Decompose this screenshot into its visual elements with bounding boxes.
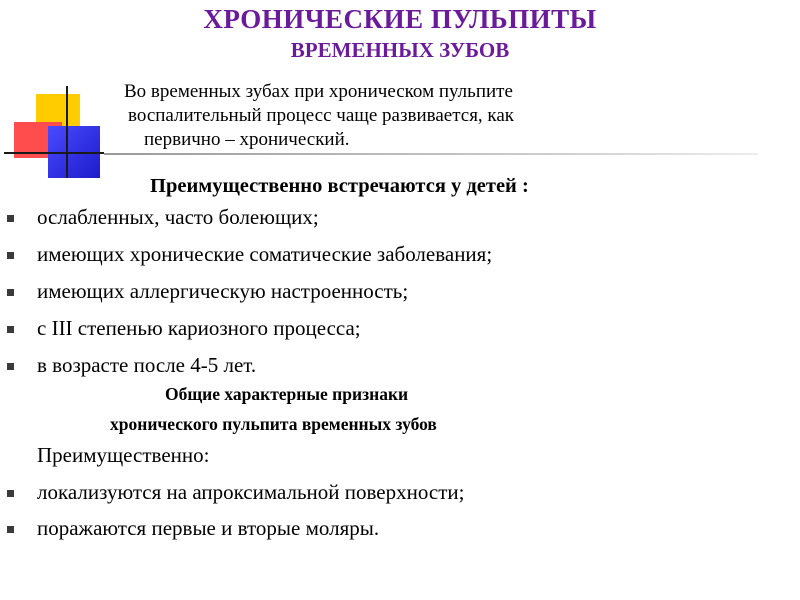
list-item [0, 478, 780, 508]
square-bullet-icon [7, 289, 14, 296]
intro-paragraph [124, 80, 744, 152]
square-bullet-icon [7, 252, 14, 259]
list-item-text: имеющих хронические соматические заболевания; [37, 242, 493, 266]
section1-heading: Преимущественно встречаются у детей : [150, 175, 529, 197]
list-item-text: локализуются на апроксимальной поверхности; [37, 480, 465, 504]
slide-title-line1: ХРОНИЧЕСКИЕ ПУЛЬПИТЫ [203, 4, 597, 34]
list-item-text: поражаются первые и вторые моляры. [37, 516, 380, 540]
section2-lead: Преимущественно: [37, 443, 210, 467]
section2-heading-line2: хронического пульпита временных зубов [110, 414, 437, 434]
list-item [0, 240, 780, 270]
intro-line-2: воспалительный процесс чаще развивается, как [128, 105, 515, 126]
list-item-text: имеющих аллергическую настроенность; [37, 279, 409, 303]
intro-line-3: первично – хронический. [144, 129, 350, 150]
square-bullet-icon [7, 526, 14, 533]
list-item [0, 314, 780, 344]
section2-heading-line1: Общие характерные признаки [165, 384, 409, 404]
square-bullet-icon [7, 490, 14, 497]
square-bullet-icon [7, 215, 14, 222]
list-item [0, 514, 780, 544]
list-item-text: с III степенью кариозного процесса; [37, 316, 361, 340]
slide-title-line2: ВРЕМЕННЫХ ЗУБОВ [290, 38, 510, 62]
square-bullet-icon [7, 326, 14, 333]
list-item [0, 203, 780, 233]
list-item [0, 277, 780, 307]
logo-vertical-line [66, 86, 68, 178]
intro-line-1: Во временных зубах при хроническом пульпите [124, 81, 513, 102]
list-item-text: в возрасте после 4-5 лет. [37, 353, 257, 377]
logo-horizontal-line [4, 152, 104, 154]
decorative-divider [104, 153, 758, 155]
square-bullet-icon [7, 363, 14, 370]
list-item-text: ослабленных, часто болеющих; [37, 205, 319, 229]
list-item [0, 351, 780, 381]
